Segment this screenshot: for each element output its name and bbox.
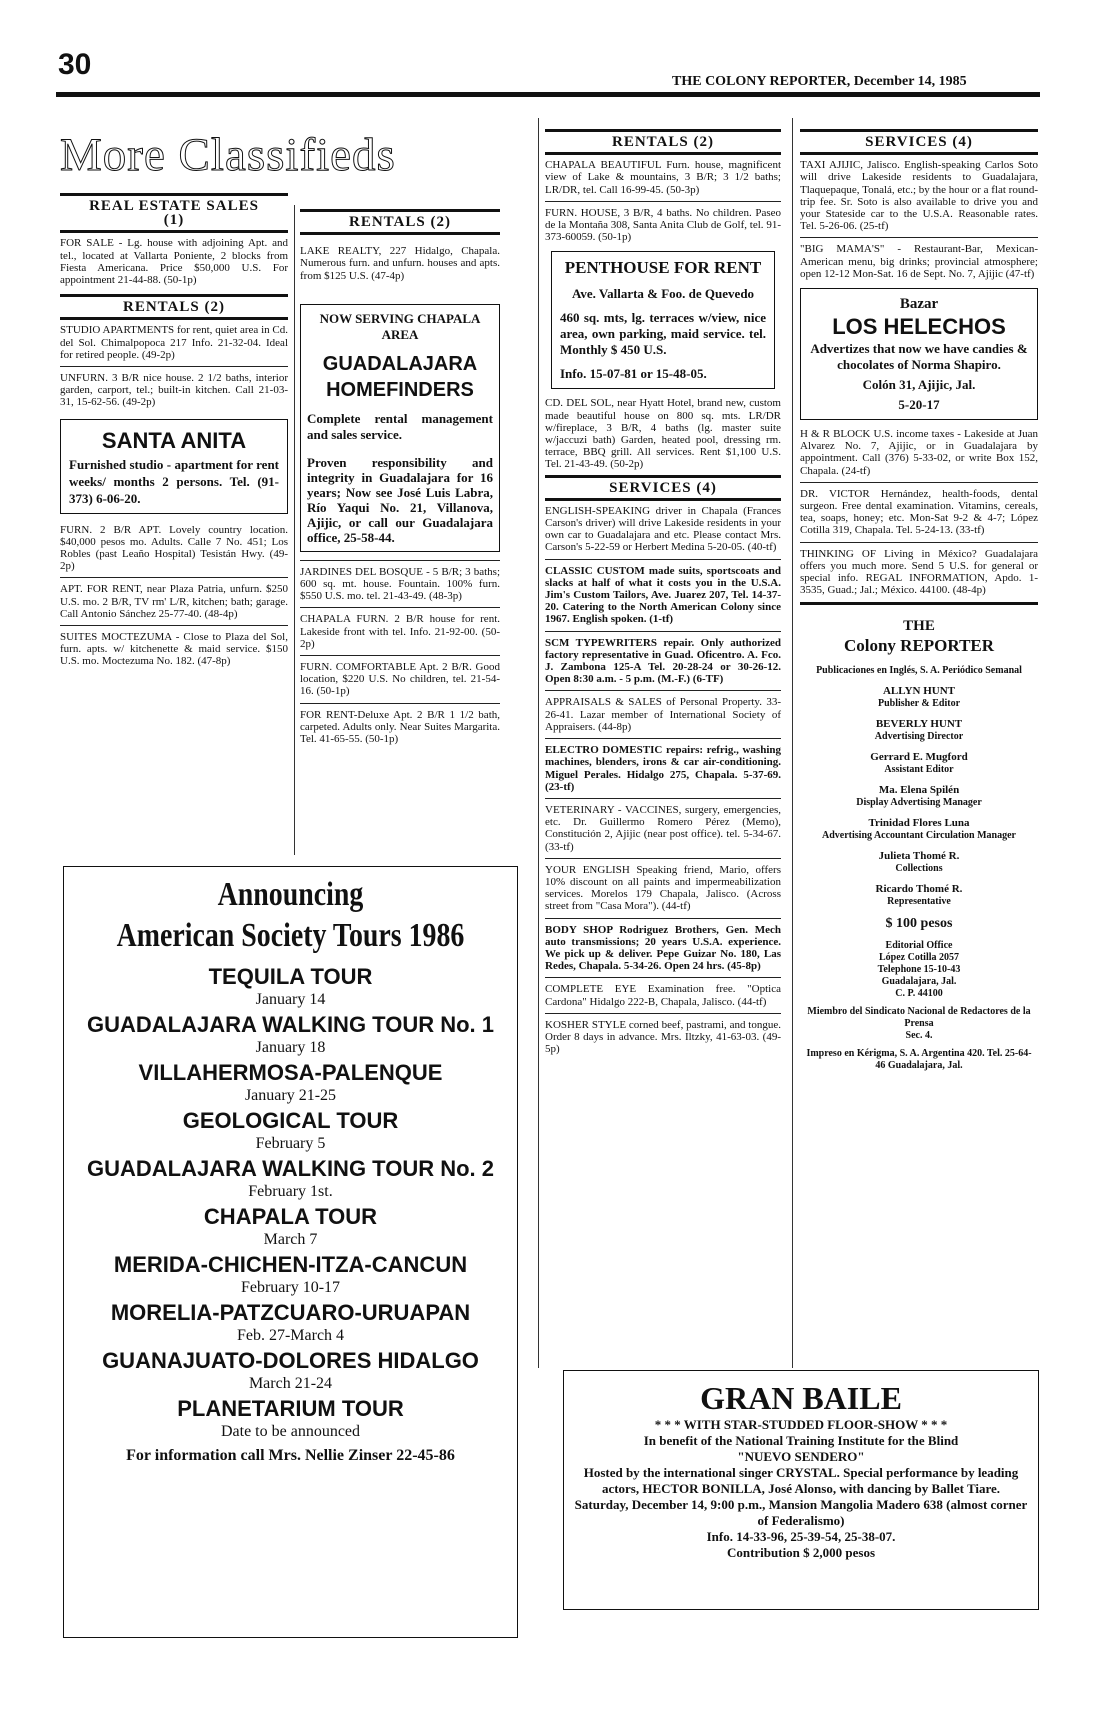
masthead — [800, 609, 1038, 1072]
ad-chapala-beautiful: CHAPALA BEAUTIFUL Furn. house, magnificent view of Lake & mountains, 3 B/R; 3 1/2 baths; LR/DR, tel. Call 16-99-45. (50-3p) — [545, 159, 781, 196]
ad-body-shop: BODY SHOP Rodriguez Brothers, Gen. Mech auto transmissions; 20 years U.S.A. experience. We pick up & deliver. Pepe Guizar No. 180, Las Redes, Chapala. 5-34-26. Open 24 hrs. (45-8p) — [545, 923, 781, 973]
ad-studio: STUDIO APARTMENTS for rent, quiet area in Cd. del Sol. Chimalpopoca 217 Info. 21-32-04. Ideal for retired people. (49-2p) — [60, 324, 288, 361]
baile-line3: "NUEVO SENDERO" — [737, 1449, 865, 1464]
bazar-code: 5-20-17 — [898, 397, 940, 413]
masthead-the: THE — [903, 618, 935, 635]
more-classifieds-title: More Classifieds — [60, 129, 396, 181]
masthead-office-city: Guadalajara, Jal. — [881, 976, 957, 988]
ad-apt: APT. FOR RENT, near Plaza Patria, unfurn. $250 U.S. mo. 2 B/R, TV rm' L/R, kitchen; bath; garage. Call Antonio Sánchez 25-77-40. (48-4p) — [60, 583, 288, 620]
ad-scm: SCM TYPEWRITERS repair. Only authorized factory representative in Guad. Oficentro. A. Fco. J. Zambona 125-A Tel. 20-28-24 or 30-26-12. Open 8:30 a.m. - 5 p.m. (M.-F.) (6-TF) — [545, 636, 781, 686]
masthead-p6-role: Collections — [895, 863, 943, 875]
column-4 — [800, 125, 1038, 1080]
penthouse-title: PENTHOUSE FOR RENT — [564, 258, 762, 278]
column-3 — [545, 125, 781, 1059]
homefinders-name: GUADALAJARA HOMEFINDERS — [322, 352, 478, 401]
homefinders-bottom: Proven responsibility and integrity in Guadalajara for 16 years; Now see José Luis Labra, Río Yaqui No. 21, Villanova, Ajijic, or call our Guadalajara office, 25-58-44. — [307, 454, 493, 545]
real-estate-subheading: (1) — [163, 212, 185, 229]
ad-classic-custom: CLASSIC CUSTOM made suits, sportscoats and slacks at half of what it costs you in the U.S.A. Jim's Custom Tailors, Ave. Juarez 207, Tel. 14-37-20. Catering to the North American Colony since 1967. English spoken. (1-tf) — [545, 564, 781, 626]
ad-thinking: THINKING OF Living in México? Guadalajara offers you much more. Send 5 U.S. for general or special info. REGAL INFORMATION, Apdo. 1-3535, Guad.; Jal.; México. 44100. (48-4p) — [800, 547, 1038, 597]
masthead-p5-name: Trinidad Flores Luna — [868, 817, 970, 830]
tour-date: Feb. 27-March 4 — [236, 1327, 345, 1344]
masthead-p4-name: Ma. Elena Spilén — [878, 784, 960, 797]
tour-name: VILLAHERMOSA-PALENQUE — [138, 1060, 443, 1085]
ad-lake-realty: LAKE REALTY, 227 Hidalgo, Chapala. Numerous furn. and unfurn. houses and apts. from $125 U.S. (47-4p) — [300, 245, 500, 282]
tour-date: March 21-24 — [248, 1375, 333, 1392]
masthead-p6-name: Julieta Thomé R. — [878, 850, 960, 863]
bazar-name: LOS HELECHOS — [832, 314, 1006, 340]
baile-line4: Hosted by the international singer CRYSTAL. Special performance by leading actors, HECTOR BONILLA, José Alonso, with dancing by Ballet Tiare. — [583, 1465, 1019, 1496]
ad-dr-victor: DR. VICTOR Hernández, health-foods, dental surgeon. Free dental examination. Vitamins, cereals, tea, soaps, honey; etc. Mon-Sat 9-2 & 4-7; López Cotilla 319, Chapala. Tel. 5-24-13. (33-tf) — [800, 487, 1038, 537]
column-2 — [300, 205, 500, 749]
tour-date: February 5 — [255, 1135, 326, 1152]
masthead-printed: Impreso en Kérigma, S. A. Argentina 420. Tel. 25-64-46 Guadalajara, Jal. — [806, 1048, 1032, 1072]
baile-line5: Saturday, December 14, 9:00 p.m., Mansion Mangolia Madero 638 (almost corner of Federalismo) — [574, 1497, 1028, 1528]
header-rule — [56, 92, 1040, 97]
tour-date: Date to be announced — [220, 1423, 361, 1440]
tours-ad — [63, 866, 518, 1638]
masthead-office-addr: López Cotilla 2057 — [879, 952, 959, 964]
tour-date: March 7 — [263, 1231, 318, 1248]
col-separator-1 — [294, 205, 295, 855]
rentals-heading: RENTALS (2) — [123, 299, 225, 316]
homefinders-mid: Complete rental management and sales service. — [307, 410, 493, 442]
tour-name: PLANETARIUM TOUR — [177, 1396, 404, 1421]
tour-name: MERIDA-CHICHEN-ITZA-CANCUN — [113, 1252, 468, 1277]
real-estate-heading: REAL ESTATE SALES — [89, 198, 259, 214]
bazar-body: Advertizes that now we have candies & chocolates of Norma Shapiro. — [810, 341, 1028, 373]
ad-unfurn: UNFURN. 3 B/R nice house. 2 1/2 baths, interior garden, carport, tel.; built-in kitchen. Call 21-03-31, 15-62-56. (49-2p) — [60, 372, 288, 409]
masthead-price: $ 100 pesos — [885, 916, 953, 932]
santa-anita-ad — [60, 419, 288, 514]
masthead-p2-name: BEVERLY HUNT — [875, 718, 963, 731]
masthead-p7-role: Representative — [887, 896, 951, 908]
col-separator-2 — [538, 118, 539, 1368]
penthouse-info: Info. 15-07-81 or 15-48-05. — [560, 366, 707, 382]
tours-footer: For information call Mrs. Nellie Zinser 22-45-86 — [126, 1447, 455, 1464]
ad-your-english: YOUR ENGLISH Speaking friend, Mario, offers 10% discount on all paints and impermeabilization services. Morelos 179 Chapala, Jalisco. (Across street from "Casa Mora"). (44-tf) — [545, 863, 781, 913]
homefinders-top: NOW SERVING CHAPALA AREA — [319, 310, 481, 342]
tour-name: MORELIA-PATZCUARO-URUAPAN — [110, 1300, 471, 1325]
ad-comfortable: FURN. COMFORTABLE Apt. 2 B/R. Good location, $220 U.S. No children, tel. 21-54-16. (50-1p) — [300, 661, 500, 698]
santa-anita-body: Furnished studio - apartment for rent weeks/ months 2 persons. Tel. (91-373) 6-06-20. — [69, 456, 279, 506]
rentals-heading-2: RENTALS (2) — [349, 214, 451, 230]
ad-kosher: KOSHER STYLE corned beef, pastrami, and tongue. Order 8 days in advance. Mrs. Iltzky, 41-63-03. (49-5p) — [545, 1018, 781, 1056]
tour-name: GUADALAJARA WALKING TOUR No. 1 — [87, 1012, 494, 1037]
services-heading-3: SERVICES (4) — [609, 479, 717, 496]
masthead-name: Colony REPORTER — [843, 636, 995, 656]
ad-taxi: TAXI AJIJIC, Jalisco. English-speaking Carlos Soto will drive Lakeside residents to Guadalajara, Tlaquepaque, Tonalá, etc.; by the hour or a flat round-trip fee. Sr. Soto is also available to drive you and your Stateside car to the U.S.A. Reasonable rates. Tel. 5-26-06. (25-tf) — [800, 159, 1038, 233]
tour-name: CHAPALA TOUR — [203, 1204, 378, 1229]
rentals-heading-3: RENTALS (2) — [612, 134, 714, 150]
ad-for-sale: FOR SALE - Lg. house with adjoining Apt. and tel., located at Vallarta Poniente, 2 blocks from Fiesta Americana. Price $50,000 U.S. For appointment 21-44-88. (50-1p) — [60, 237, 288, 287]
tour-name: TEQUILA TOUR — [208, 964, 373, 989]
penthouse-ad — [551, 251, 775, 389]
masthead-office-head: Editorial Office — [885, 940, 953, 952]
tour-date: January 18 — [255, 1039, 326, 1056]
masthead-p7-name: Ricardo Thomé R. — [875, 883, 963, 896]
tour-date: February 1st. — [248, 1183, 333, 1200]
masthead-p3-name: Gerrard E. Mugford — [870, 751, 968, 764]
tour-name: GUANAJUATO-DOLORES HIDALGO — [102, 1348, 479, 1373]
tour-list — [74, 963, 507, 1441]
penthouse-address: Ave. Vallarta & Foo. de Quevedo — [571, 286, 755, 302]
ad-cd-del-sol: CD. DEL SOL, near Hyatt Hotel, brand new, custom made beautiful house on 800 sq. mts. LR/DR w/fireplace, 3 B/R, 4 baths (lg. master suite w/jaccuzi bath) Garden, heated pool, dressing rm. terrace, BBQ grill. All services. Rent $1,100 U.S. Tel. 21-43-49. (50-2p) — [545, 397, 781, 471]
tour-date: January 21-25 — [244, 1087, 337, 1104]
ad-chapala-furn: CHAPALA FURN. 2 B/R house for rent. Lakeside front with tel. Info. 21-92-00. (50-2p) — [300, 613, 500, 650]
tour-name: GEOLOGICAL TOUR — [182, 1108, 399, 1133]
baile-line7: Contribution $ 2,000 pesos — [726, 1545, 876, 1560]
ad-hr-block: H & R BLOCK U.S. income taxes - Lakeside at Juan Alvarez No. 7, Ajijic, or in Guadalajara by appointment. Call (376) 5-33-02, or write Box 152, Chapala. (24-tf) — [800, 428, 1038, 477]
masthead-office-tel: Telephone 15-10-43 — [877, 964, 961, 976]
masthead-p5-role: Advertising Accountant Circulation Manager — [822, 830, 1016, 842]
bazar-address: Colón 31, Ajijic, Jal. — [862, 377, 976, 393]
masthead-sub: Publicaciones en Inglés, S. A. Periódico Semanal — [816, 665, 1022, 677]
tour-date: January 14 — [255, 991, 326, 1008]
tours-headline-2: American Society Tours 1986 — [116, 917, 465, 954]
penthouse-body: 460 sq. mts, lg. terraces w/view, nice area, own parking, maid service. tel. Monthly $ 450 U.S. — [560, 310, 766, 358]
ad-driver: ENGLISH-SPEAKING driver in Chapala (Frances Carson's driver) will drive Lakeside residents in your own car to Guadalajara and etc. Please contact Mrs. Carson's 5-22-59 or Herbert Medina 5-20-05. (40-tf) — [545, 504, 781, 554]
ad-deluxe: FOR RENT-Deluxe Apt. 2 B/R 1 1/2 bath, carpeted. Adults only. Near Suites Margarita. Tel. 41-65-55. (50-1p) — [300, 708, 500, 746]
ad-electro: ELECTRO DOMESTIC repairs: refrig., washing machines, blenders, irons & car air-conditioning. Miguel Perales. Hidalgo 275, Chapala. 5-37-69. (23-tf) — [545, 744, 781, 793]
bazar-ad — [800, 288, 1038, 420]
masthead-p4-role: Display Advertising Manager — [856, 797, 982, 809]
ad-appraisals: APPRAISALS & SALES of Personal Property. 33-26-41. Lazar member of International Society of Appraisers. (44-8p) — [545, 696, 781, 733]
col-separator-3 — [792, 118, 793, 1368]
ad-big-mamas: "BIG MAMA'S" - Restaurant-Bar, Mexican-American menu, big drinks; provincial atmosphere; open 12-12 Mon-Sat. 16 de Sept. No. 7, Ajijic (47-tf) — [800, 243, 1038, 280]
tours-headline-1: Announcing — [217, 876, 364, 913]
bazar-heading: Bazar — [899, 296, 939, 313]
masthead-p1-name: ALLYN HUNT — [882, 685, 956, 698]
masthead-p2-role: Advertising Director — [874, 731, 964, 743]
publication-dateline: THE COLONY REPORTER, December 14, 1985 — [672, 74, 967, 89]
tour-name: GUADALAJARA WALKING TOUR No. 2 — [87, 1156, 494, 1181]
ad-furn-2br: FURN. 2 B/R APT. Lovely country location. $40,000 pesos mo. Adults. Calle 7 No. 451; Los Robles (past Leaño Hospital) Tesistán Hwy. (49-2p) — [60, 523, 288, 573]
ad-furn-house: FURN. HOUSE, 3 B/R, 4 baths. No children. Paseo de la Montaña 308, Santa Anita Club de Golf, tel. 91-373-60059. (50-1p) — [545, 206, 781, 244]
masthead-member: Miembro del Sindicato Nacional de Redactores de la Prensa — [807, 1006, 1031, 1030]
tour-date: February 10-17 — [240, 1279, 341, 1296]
page-number: 30 — [58, 48, 92, 81]
baile-line6: Info. 14-33-96, 25-39-54, 25-38-07. — [706, 1529, 896, 1544]
masthead-member-sec: Sec. 4. — [905, 1030, 933, 1042]
ad-veterinary: VETERINARY - VACCINES, surgery, emergencies, etc. Dr. Guillermo Romero Pérez (Memo), Constitución 2, Ajijic (near post office). tel. 5-34-67. (33-tf) — [545, 803, 781, 853]
services-heading-4: SERVICES (4) — [865, 134, 973, 150]
santa-anita-name: SANTA ANITA — [101, 427, 247, 453]
baile-line2: In benefit of the National Training Institute for the Blind — [643, 1433, 959, 1448]
column-1 — [60, 125, 396, 672]
baile-line1: * * * WITH STAR-STUDDED FLOOR-SHOW * * * — [654, 1417, 948, 1432]
baile-title: GRAN BAILE — [700, 1380, 902, 1416]
gran-baile-ad — [563, 1370, 1039, 1610]
ad-eye-exam: COMPLETE EYE Examination free. "Optica Cardona" Hidalgo 222-B, Chapala, Jalisco. (44-tf) — [545, 983, 781, 1008]
homefinders-ad — [300, 304, 500, 552]
ad-suites: SUITES MOCTEZUMA - Close to Plaza del Sol, furn. apts. w/ kitchenette & maid service. $150 U.S. mo. Moctezuma No. 182. (47-8p) — [60, 631, 288, 668]
masthead-office-cp: C. P. 44100 — [895, 988, 943, 1000]
masthead-p1-role: Publisher & Editor — [877, 698, 961, 710]
ad-jardines: JARDINES DEL BOSQUE - 5 B/R; 3 baths; 600 sq. mt. house. Fountain. 100% furn. $550 U.S. mo. tel. 21-43-49. (48-3p) — [300, 565, 500, 603]
masthead-p3-role: Assistant Editor — [884, 764, 954, 776]
